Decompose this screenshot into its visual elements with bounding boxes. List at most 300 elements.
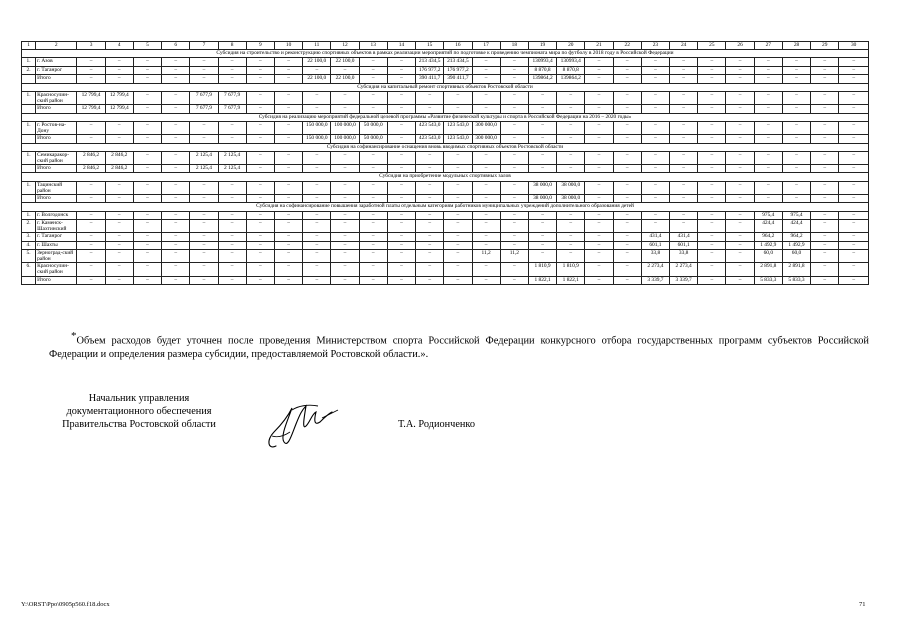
value-cell: – <box>416 105 444 113</box>
value-cell: – <box>218 181 246 194</box>
value-cell: – <box>303 263 331 276</box>
value-cell: – <box>472 75 500 83</box>
value-cell: – <box>839 211 869 219</box>
table-row <box>22 220 869 233</box>
value-cell: – <box>698 91 726 104</box>
section-heading: Субсидия на приобретение модульных спортивных залов <box>22 173 869 181</box>
value-cell: 975,4 <box>754 211 782 219</box>
value-cell: – <box>641 105 669 113</box>
value-cell: – <box>105 75 133 83</box>
value-cell: – <box>782 75 810 83</box>
value-cell: – <box>585 233 613 241</box>
value-cell: 1 822,1 <box>528 276 556 284</box>
value-cell: – <box>133 181 161 194</box>
value-cell: – <box>472 66 500 74</box>
value-cell: – <box>190 58 218 66</box>
value-cell: – <box>303 250 331 263</box>
value-cell: – <box>528 121 556 134</box>
municipality-name: Зерноград-ский район <box>36 250 77 263</box>
value-cell: – <box>246 263 274 276</box>
value-cell: – <box>133 75 161 83</box>
value-cell: 7 677,9 <box>190 91 218 104</box>
municipality-name: Итого <box>36 105 77 113</box>
value-cell: – <box>585 75 613 83</box>
row-number: 1. <box>22 151 36 164</box>
value-cell: 601,1 <box>670 241 698 249</box>
value-cell: – <box>190 211 218 219</box>
value-cell: – <box>162 121 190 134</box>
value-cell: – <box>274 263 302 276</box>
value-cell: – <box>387 151 415 164</box>
value-cell: – <box>387 211 415 219</box>
value-cell: – <box>500 135 528 143</box>
value-cell: – <box>190 75 218 83</box>
row-number: 6. <box>22 263 36 276</box>
value-cell: 38 000,0 <box>528 195 556 203</box>
value-cell: – <box>190 181 218 194</box>
value-cell: – <box>331 211 359 219</box>
value-cell: – <box>133 105 161 113</box>
value-cell: 2 273,4 <box>670 263 698 276</box>
value-cell: – <box>303 211 331 219</box>
value-cell: – <box>726 233 754 241</box>
value-cell: – <box>105 241 133 249</box>
value-cell: 213 434,5 <box>416 58 444 66</box>
municipality-name: г. Шахты <box>36 241 77 249</box>
value-cell: 2 846,2 <box>105 151 133 164</box>
value-cell: – <box>77 241 105 249</box>
value-cell: – <box>133 233 161 241</box>
value-cell: – <box>613 276 641 284</box>
value-cell: – <box>472 165 500 173</box>
value-cell: 1 492,9 <box>754 241 782 249</box>
value-cell: – <box>557 121 585 134</box>
column-number: 15 <box>416 42 444 50</box>
value-cell: – <box>698 66 726 74</box>
value-cell: – <box>190 263 218 276</box>
value-cell: – <box>754 135 782 143</box>
column-number: 28 <box>782 42 810 50</box>
value-cell: – <box>839 75 869 83</box>
value-cell: – <box>698 75 726 83</box>
footnote <box>49 330 869 361</box>
value-cell: – <box>613 121 641 134</box>
value-cell: 12 799,4 <box>105 91 133 104</box>
table-row <box>22 211 869 219</box>
value-cell: – <box>670 151 698 164</box>
value-cell: – <box>698 241 726 249</box>
section-heading-row <box>22 113 869 121</box>
value-cell: – <box>444 151 472 164</box>
value-cell: – <box>782 121 810 134</box>
value-cell: – <box>218 250 246 263</box>
value-cell: – <box>754 91 782 104</box>
column-number: 12 <box>331 42 359 50</box>
value-cell: – <box>246 66 274 74</box>
value-cell: 1 810,9 <box>557 263 585 276</box>
value-cell: – <box>585 58 613 66</box>
value-cell: – <box>218 241 246 249</box>
value-cell: – <box>641 220 669 233</box>
table-row <box>22 263 869 276</box>
value-cell: – <box>162 105 190 113</box>
value-cell: – <box>839 220 869 233</box>
value-cell: – <box>585 211 613 219</box>
value-cell: – <box>359 91 387 104</box>
value-cell: – <box>444 220 472 233</box>
column-number: 2 <box>36 42 77 50</box>
value-cell: – <box>585 135 613 143</box>
value-cell: – <box>246 195 274 203</box>
value-cell: – <box>811 75 839 83</box>
value-cell: 50 000,0 <box>359 135 387 143</box>
value-cell: – <box>557 91 585 104</box>
value-cell: – <box>641 66 669 74</box>
value-cell: – <box>416 276 444 284</box>
section-heading: Субсидия на строительство и реконструкцию спортивных объектов в рамках реализации мероприятий по подготовке к проведению чемпионата мира по футболу в 2018 году в Российской Федерации <box>22 50 869 58</box>
value-cell: – <box>218 211 246 219</box>
value-cell: – <box>585 66 613 74</box>
value-cell: – <box>274 58 302 66</box>
value-cell: 123 543,0 <box>444 121 472 134</box>
value-cell: – <box>133 165 161 173</box>
value-cell: – <box>500 151 528 164</box>
value-cell: – <box>472 195 500 203</box>
value-cell: – <box>162 250 190 263</box>
value-cell: – <box>359 241 387 249</box>
value-cell: – <box>190 121 218 134</box>
signatory-title-line: Правительства Ростовской области <box>62 419 216 430</box>
value-cell: – <box>585 195 613 203</box>
value-cell: 390 411,7 <box>416 75 444 83</box>
value-cell: – <box>670 105 698 113</box>
value-cell: 100 000,0 <box>331 121 359 134</box>
value-cell: – <box>528 211 556 219</box>
row-number <box>22 276 36 284</box>
table-body <box>22 42 869 285</box>
value-cell: – <box>105 211 133 219</box>
value-cell: – <box>613 241 641 249</box>
value-cell: – <box>585 220 613 233</box>
value-cell: – <box>133 220 161 233</box>
value-cell: – <box>387 220 415 233</box>
value-cell: – <box>670 165 698 173</box>
value-cell: – <box>416 250 444 263</box>
value-cell: – <box>77 276 105 284</box>
value-cell: – <box>77 263 105 276</box>
value-cell: – <box>811 220 839 233</box>
row-number: 2. <box>22 66 36 74</box>
value-cell: – <box>500 121 528 134</box>
value-cell: – <box>303 91 331 104</box>
value-cell: – <box>698 105 726 113</box>
value-cell: – <box>839 58 869 66</box>
value-cell: 22 100,0 <box>303 75 331 83</box>
value-cell: – <box>190 233 218 241</box>
value-cell: – <box>839 165 869 173</box>
value-cell: – <box>331 151 359 164</box>
municipality-name: г. Ростов-на-Дону <box>36 121 77 134</box>
value-cell: – <box>698 250 726 263</box>
column-number: 29 <box>811 42 839 50</box>
value-cell: – <box>105 233 133 241</box>
value-cell: – <box>811 135 839 143</box>
value-cell: – <box>387 250 415 263</box>
value-cell: – <box>726 181 754 194</box>
row-number: 1. <box>22 58 36 66</box>
value-cell: – <box>613 250 641 263</box>
column-number: 11 <box>303 42 331 50</box>
value-cell: – <box>359 195 387 203</box>
value-cell: – <box>641 135 669 143</box>
municipality-name: г. Таганрог <box>36 233 77 241</box>
value-cell: 176 977,2 <box>444 66 472 74</box>
value-cell: 5 833,3 <box>754 276 782 284</box>
value-cell: – <box>190 195 218 203</box>
value-cell: – <box>641 151 669 164</box>
column-number: 16 <box>444 42 472 50</box>
table-row <box>22 276 869 284</box>
value-cell: – <box>387 121 415 134</box>
value-cell: – <box>726 263 754 276</box>
value-cell: – <box>218 263 246 276</box>
column-number: 27 <box>754 42 782 50</box>
value-cell: – <box>613 105 641 113</box>
value-cell: – <box>359 276 387 284</box>
value-cell: 60,0 <box>782 250 810 263</box>
value-cell: – <box>585 181 613 194</box>
value-cell: – <box>444 233 472 241</box>
value-cell: – <box>726 58 754 66</box>
column-number: 26 <box>726 42 754 50</box>
value-cell: – <box>670 181 698 194</box>
value-cell: 2 125,4 <box>218 165 246 173</box>
value-cell: – <box>162 220 190 233</box>
municipality-name: Итого <box>36 165 77 173</box>
municipality-name: Красносулин-ский район <box>36 91 77 104</box>
table-row <box>22 151 869 164</box>
value-cell: – <box>133 121 161 134</box>
value-cell: – <box>416 91 444 104</box>
value-cell: – <box>698 195 726 203</box>
value-cell: – <box>839 181 869 194</box>
value-cell: – <box>133 91 161 104</box>
value-cell: 7 677,9 <box>218 105 246 113</box>
value-cell: – <box>162 181 190 194</box>
value-cell: 123 543,0 <box>444 135 472 143</box>
value-cell: – <box>528 151 556 164</box>
municipality-name: Итого <box>36 276 77 284</box>
value-cell: – <box>416 211 444 219</box>
value-cell: – <box>190 241 218 249</box>
value-cell: 2 846,2 <box>105 165 133 173</box>
value-cell: – <box>105 121 133 134</box>
signatory-title <box>49 392 229 431</box>
value-cell: – <box>557 211 585 219</box>
value-cell: – <box>670 220 698 233</box>
value-cell: – <box>274 220 302 233</box>
municipality-name: Итого <box>36 75 77 83</box>
row-number <box>22 195 36 203</box>
value-cell: 8 870,8 <box>557 66 585 74</box>
value-cell: 424,4 <box>782 220 810 233</box>
page-number: 71 <box>859 601 866 608</box>
value-cell: – <box>444 181 472 194</box>
value-cell: – <box>274 135 302 143</box>
value-cell: – <box>133 58 161 66</box>
subsidies-table <box>21 41 869 285</box>
value-cell: – <box>641 75 669 83</box>
value-cell: 50 000,0 <box>359 121 387 134</box>
table-row <box>22 121 869 134</box>
value-cell: – <box>303 220 331 233</box>
value-cell: – <box>387 241 415 249</box>
value-cell: – <box>274 211 302 219</box>
value-cell: – <box>726 121 754 134</box>
value-cell: – <box>726 66 754 74</box>
value-cell: – <box>782 135 810 143</box>
value-cell: 2 273,4 <box>641 263 669 276</box>
value-cell: – <box>190 276 218 284</box>
column-number: 17 <box>472 42 500 50</box>
section-heading-row <box>22 83 869 91</box>
value-cell: 423 543,0 <box>416 135 444 143</box>
value-cell: – <box>670 195 698 203</box>
value-cell: – <box>359 250 387 263</box>
value-cell: 11,2 <box>472 250 500 263</box>
value-cell: 424,4 <box>754 220 782 233</box>
value-cell: 431,4 <box>670 233 698 241</box>
value-cell: – <box>359 58 387 66</box>
value-cell: – <box>190 250 218 263</box>
value-cell: – <box>585 241 613 249</box>
value-cell: – <box>839 151 869 164</box>
value-cell: – <box>303 233 331 241</box>
signatory-name: Т.А. Родионченко <box>398 419 476 430</box>
value-cell: – <box>303 241 331 249</box>
value-cell: – <box>811 195 839 203</box>
value-cell: – <box>754 121 782 134</box>
value-cell: – <box>528 135 556 143</box>
value-cell: – <box>162 233 190 241</box>
value-cell: – <box>218 121 246 134</box>
value-cell: – <box>613 58 641 66</box>
table-row <box>22 233 869 241</box>
value-cell: – <box>839 121 869 134</box>
value-cell: – <box>472 233 500 241</box>
handwritten-signature <box>262 396 342 456</box>
value-cell: – <box>444 91 472 104</box>
value-cell: – <box>641 211 669 219</box>
value-cell: – <box>754 105 782 113</box>
municipality-name: г. Таганрог <box>36 66 77 74</box>
value-cell: – <box>500 263 528 276</box>
value-cell: – <box>698 151 726 164</box>
value-cell: – <box>670 58 698 66</box>
value-cell: – <box>500 181 528 194</box>
value-cell: – <box>670 211 698 219</box>
value-cell: – <box>839 233 869 241</box>
value-cell: 7 677,9 <box>190 105 218 113</box>
value-cell: 431,4 <box>641 233 669 241</box>
value-cell: – <box>782 181 810 194</box>
signatory-title-line: документационного обеспечения <box>66 406 212 417</box>
section-heading-row <box>22 173 869 181</box>
value-cell: – <box>613 165 641 173</box>
value-cell: – <box>557 105 585 113</box>
value-cell: – <box>162 241 190 249</box>
row-number: 1. <box>22 181 36 194</box>
value-cell: – <box>613 211 641 219</box>
value-cell: – <box>472 241 500 249</box>
file-path: Y:\ORST\Ppo\0905p560.f18.docx <box>21 601 110 608</box>
value-cell: – <box>444 105 472 113</box>
value-cell: – <box>162 263 190 276</box>
value-cell: – <box>782 66 810 74</box>
value-cell: – <box>77 58 105 66</box>
value-cell: – <box>359 105 387 113</box>
value-cell: – <box>359 66 387 74</box>
value-cell: – <box>274 233 302 241</box>
value-cell: – <box>359 211 387 219</box>
value-cell: – <box>246 91 274 104</box>
value-cell: 7 677,9 <box>218 91 246 104</box>
value-cell: – <box>472 263 500 276</box>
value-cell: – <box>162 75 190 83</box>
value-cell: – <box>416 181 444 194</box>
table-row <box>22 135 869 143</box>
section-heading-row <box>22 203 869 211</box>
value-cell: – <box>500 165 528 173</box>
value-cell: 2 125,4 <box>190 151 218 164</box>
value-cell: – <box>839 91 869 104</box>
value-cell: – <box>641 181 669 194</box>
value-cell: – <box>133 195 161 203</box>
value-cell: – <box>613 181 641 194</box>
row-number: 3. <box>22 233 36 241</box>
value-cell: – <box>726 75 754 83</box>
value-cell: – <box>331 66 359 74</box>
column-number: 19 <box>528 42 556 50</box>
value-cell: – <box>557 135 585 143</box>
column-number: 9 <box>246 42 274 50</box>
column-number: 21 <box>585 42 613 50</box>
value-cell: 12 799,4 <box>77 105 105 113</box>
value-cell: – <box>641 165 669 173</box>
value-cell: – <box>303 66 331 74</box>
value-cell: – <box>133 151 161 164</box>
section-heading: Субсидия на капитальный ремонт спортивных объектов Ростовской области <box>22 83 869 91</box>
value-cell: – <box>444 195 472 203</box>
column-number: 24 <box>670 42 698 50</box>
value-cell: 964,2 <box>754 233 782 241</box>
value-cell: – <box>303 105 331 113</box>
row-number: 5. <box>22 250 36 263</box>
value-cell: – <box>557 241 585 249</box>
value-cell: – <box>698 181 726 194</box>
value-cell: – <box>387 165 415 173</box>
value-cell: 130993,4 <box>528 58 556 66</box>
value-cell: – <box>105 220 133 233</box>
value-cell: – <box>331 195 359 203</box>
value-cell: 2 891,8 <box>782 263 810 276</box>
value-cell: – <box>246 276 274 284</box>
municipality-name: Красносулин-ский район <box>36 263 77 276</box>
value-cell: – <box>303 276 331 284</box>
value-cell: – <box>585 151 613 164</box>
value-cell: – <box>303 181 331 194</box>
value-cell: 33,8 <box>641 250 669 263</box>
